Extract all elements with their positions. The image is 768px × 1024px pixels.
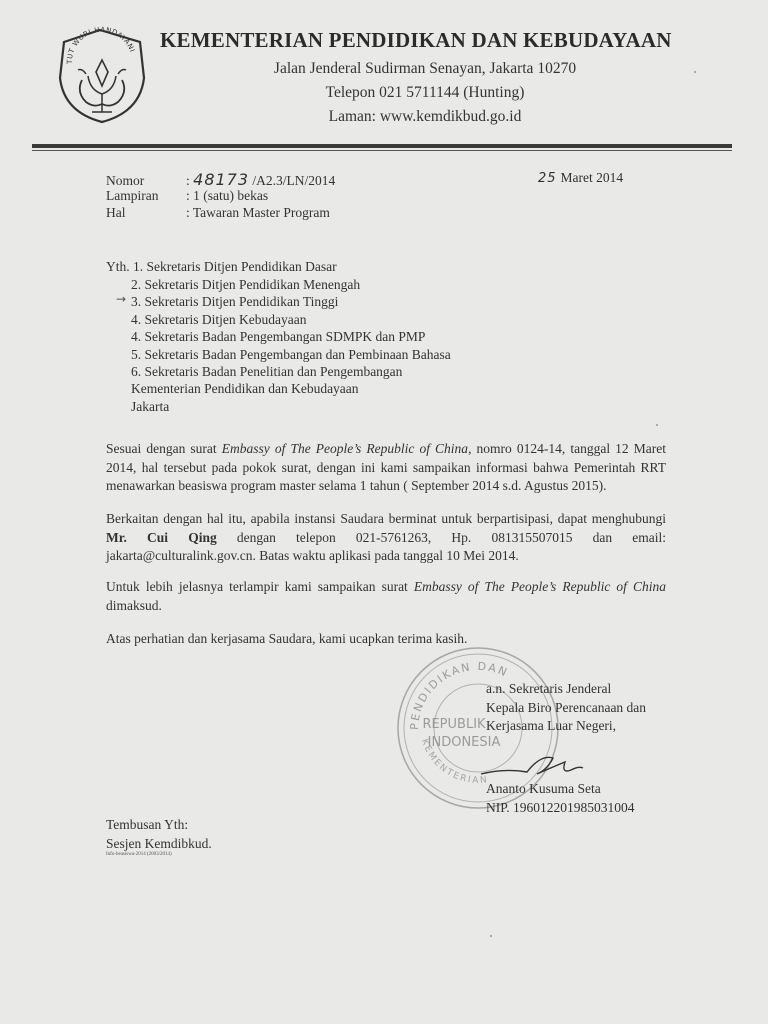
ministry-seal-icon xyxy=(52,20,150,128)
body-paragraph-4: Atas perhatian dan kerjasama Saudara, kami ucapkan terima kasih. xyxy=(106,631,468,646)
addressee-item: 4. Sekretaris Badan Pengembangan SDMPK dan PMP xyxy=(131,329,426,344)
date-month-year: Maret 2014 xyxy=(560,170,624,185)
addressee-item: 6. Sekretaris Badan Penelitian dan Pengembangan xyxy=(131,364,403,379)
file-reference: Info-beasiswa-2014 (2003/2014) xyxy=(106,852,172,857)
signer-block xyxy=(486,780,635,817)
nomor-label: Nomor xyxy=(106,173,145,188)
p2-text-b: dengan telepon 021-5761263, Hp. 081315507015 dan email: jakarta@culturalink.gov.cn. Batas waktu aplikasi pada tanggal 10 Mei 2014. xyxy=(106,529,666,563)
addressee-tail xyxy=(131,380,359,415)
p3-text-a: Untuk lebih jelasnya terlampir kami sampaikan surat xyxy=(106,579,414,594)
nomor-suffix: /A2.3/LN/2014 xyxy=(252,173,336,188)
scan-speck xyxy=(694,71,696,73)
letter-date xyxy=(538,170,623,186)
signature-block xyxy=(486,680,646,736)
scan-speck xyxy=(656,424,658,426)
p2-text-a: Berkaitan dengan hal itu, apabila instansi Saudara berminat untuk berpartisipasi, dapat menghubungi xyxy=(106,511,666,526)
addressee-item: 3. Sekretaris Ditjen Pendidikan Tinggi xyxy=(131,294,339,309)
handwritten-tick-mark: → xyxy=(116,292,127,306)
body-paragraph-3 xyxy=(106,578,666,615)
p1-embassy: Embassy of The People’s Republic of China xyxy=(221,441,469,456)
p3-text-b: dimaksud. xyxy=(106,597,162,613)
letterhead-rule-thick xyxy=(32,144,732,148)
svg-text:TUT WURI HANDAYANI: TUT WURI HANDAYANI xyxy=(65,25,137,65)
svg-text:KEMENTERIAN: KEMENTERIAN xyxy=(419,737,490,786)
signer-name: Ananto Kusuma Seta xyxy=(486,781,601,796)
signature-line-3: Kerjasama Luar Negeri, xyxy=(486,718,617,733)
p1-text-a: Sesuai dengan surat xyxy=(106,441,222,456)
meta-lampiran xyxy=(106,188,268,204)
addressee-first: Yth. 1. Sekretaris Ditjen Pendidikan Dasar xyxy=(106,259,337,274)
scan-speck xyxy=(490,935,492,937)
hal-label: Hal xyxy=(106,205,126,220)
cc-block xyxy=(106,816,212,853)
nomor-colon: : xyxy=(186,173,190,188)
ministry-phone: Telepon 021 5711144 (Hunting) xyxy=(325,84,525,101)
addressee-item: 5. Sekretaris Badan Pengembangan dan Pembinaan Bahasa xyxy=(131,346,451,362)
signature-line-2: Kepala Biro Perencanaan dan xyxy=(486,699,647,715)
body-paragraph-1 xyxy=(106,440,666,496)
lampiran-value: : 1 (satu) bekas xyxy=(186,188,269,203)
cc-item: Sesjen Kemdibkud. xyxy=(106,835,212,851)
signature-line-1: a.n. Sekretaris Jenderal xyxy=(486,681,612,696)
body-paragraph-2 xyxy=(106,510,666,566)
stamp-center-republik: REPUBLIK xyxy=(422,717,486,732)
meta-hal xyxy=(106,205,330,221)
letterhead-rule-thin xyxy=(32,150,732,151)
ministry-name: KEMENTERIAN PENDIDIKAN DAN KEBUDAYAAN xyxy=(160,28,672,52)
svg-text:PENDIDIKAN DAN: PENDIDIKAN DAN xyxy=(407,659,511,731)
nomor-handwritten: 48173 xyxy=(193,170,250,189)
addressee-item: 2. Sekretaris Ditjen Pendidikan Menengah xyxy=(131,276,361,292)
addressee-ministry: Kementerian Pendidikan dan Kebudayaan xyxy=(131,381,359,396)
signer-nip: NIP. 196012201985031004 xyxy=(486,799,635,815)
p2-contact-name: Mr. Cui Qing xyxy=(106,529,217,545)
addressee-list xyxy=(131,276,451,381)
lampiran-label: Lampiran xyxy=(106,188,159,203)
addressee-city: Jakarta xyxy=(131,398,170,414)
handwritten-signature-icon xyxy=(475,748,585,782)
meta-nomor xyxy=(106,170,335,189)
date-day-handwritten: 25 xyxy=(538,171,557,186)
ministry-website: Laman: www.kemdikbud.go.id xyxy=(328,108,522,125)
p1-text-b: , nomro 0124-14, tanggal 12 Maret 2014, hal tersebut pada pokok surat, dengan ini kami sampaikan informasi bahwa Pemerintah RRT menawarkan beasiswa program master selama 1 tahun ( September 2014 s.d. Agustus 2015). xyxy=(106,441,666,493)
stamp-center-indonesia: INDONESIA xyxy=(427,735,501,750)
hal-value: : Tawaran Master Program xyxy=(186,205,330,220)
addressee-item: 4. Sekretaris Ditjen Kebudayaan xyxy=(131,311,307,327)
cc-title: Tembusan Yth: xyxy=(106,817,189,832)
p3-embassy: Embassy of The People’s Republic of China xyxy=(413,579,666,594)
ministry-address: Jalan Jenderal Sudirman Senayan, Jakarta 10270 xyxy=(273,60,577,77)
